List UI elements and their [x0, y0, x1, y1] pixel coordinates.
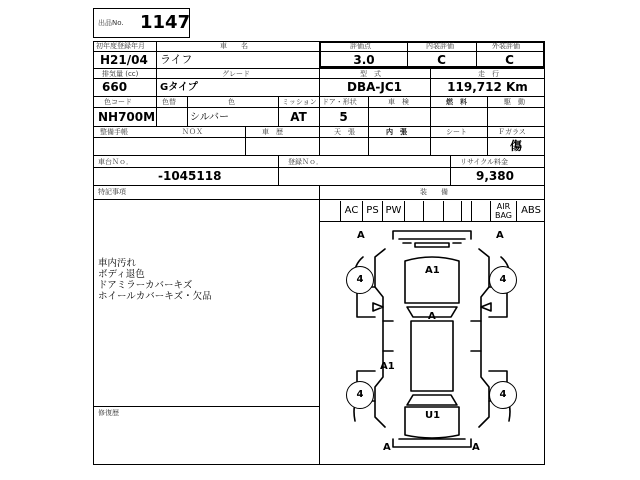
chassis-number: -1045118 — [158, 169, 222, 183]
equipment-item — [471, 201, 490, 221]
car-history-label: 車 歴 — [262, 128, 283, 136]
notes-label: 特記事項 — [98, 188, 126, 196]
interior-rating: C — [437, 53, 446, 67]
color-change-label: 色替 — [162, 98, 176, 106]
displacement-label: 排気量 (cc) — [102, 70, 139, 78]
color-label: 色 — [228, 98, 235, 106]
note-line: ホイールカバーキズ・欠品 — [98, 291, 212, 302]
registration-number-label: 登録Ｎｏ． — [288, 158, 323, 166]
mileage-value: 119,712 Km — [447, 80, 528, 94]
lot-number: 1147 — [140, 12, 191, 33]
note-line: ドアミラーカバーキズ — [98, 280, 193, 291]
car-name-label: 車 名 — [220, 42, 248, 50]
rear-left-grade: A — [383, 442, 391, 453]
exterior-rating: C — [505, 53, 514, 67]
front-glass-label: Ｆガラス — [498, 128, 526, 136]
nox-label: ＮＯＸ — [182, 128, 203, 136]
front-left-wheel-grade: 4 — [346, 266, 374, 294]
service-book-label: 整備手帳 — [100, 128, 128, 136]
interior-rating-label: 内装評価 — [426, 42, 454, 50]
equipment-item — [423, 201, 443, 221]
color-code-value: NH700M — [98, 110, 156, 124]
seat-label: シート — [446, 128, 467, 136]
roof-grade: A — [428, 311, 436, 322]
doors-label: ドア・形状 — [322, 98, 357, 106]
model-value: DBA-JC1 — [347, 80, 402, 94]
note-line: ボディ退色 — [98, 269, 145, 280]
recycle-fee-label: リサイクル料金 — [460, 158, 509, 166]
ceiling-label: 天 張 — [334, 128, 355, 136]
equipment-item: PW — [382, 201, 404, 221]
recycle-fee: 9,380 — [476, 169, 514, 183]
color-code-label: 色コード — [104, 98, 132, 106]
equipment-item — [404, 201, 423, 221]
drive-label: 駆 動 — [504, 98, 525, 106]
grade-label: グレード — [222, 70, 250, 78]
lot-number-label: 出品No. — [98, 19, 124, 27]
mileage-label: 走 行 — [478, 70, 499, 78]
rear-left-wheel-grade: 4 — [346, 381, 374, 409]
rear-right-wheel-grade: 4 — [489, 381, 517, 409]
front-right-grade: A — [496, 230, 504, 241]
lot-number-box — [93, 8, 190, 38]
car-name: ライフ — [160, 53, 193, 66]
year-label: 初年度登録年月 — [96, 42, 145, 50]
equipment-item: ABS — [516, 201, 545, 221]
trunk-grade: U1 — [425, 410, 441, 421]
inspection-label: 車 検 — [388, 98, 409, 106]
color-value: シルバー — [190, 112, 230, 123]
equipment-item — [319, 201, 340, 221]
score-label: 評価点 — [350, 42, 371, 50]
rear-right-grade: A — [472, 442, 480, 453]
hood-grade: A1 — [425, 265, 440, 276]
score-value: 3.0 — [353, 53, 375, 67]
first-registration: H21/04 — [100, 53, 148, 67]
front-glass-value: 傷 — [509, 139, 522, 153]
equipment-item: AIR BAG — [490, 201, 516, 221]
exterior-rating-label: 外装評価 — [492, 42, 520, 50]
model-label: 型 式 — [360, 70, 381, 78]
fuel-label: 燃 料 — [446, 98, 467, 106]
transmission-label: ミッション — [282, 98, 317, 106]
grade-value: Gタイプ — [160, 82, 198, 93]
equipment-item — [461, 201, 471, 221]
doors-value: 5 — [339, 110, 348, 124]
note-line: 車内汚れ — [98, 258, 137, 269]
displacement-value: 660 — [102, 80, 128, 94]
equipment-item: PS — [362, 201, 382, 221]
transmission-value: AT — [290, 110, 307, 124]
car-diagram — [319, 221, 545, 465]
chassis-number-label: 車台Ｎｏ． — [98, 158, 133, 166]
left-door-grade: A1 — [380, 361, 395, 372]
front-right-wheel-grade: 4 — [489, 266, 517, 294]
equipment-item: AC — [340, 201, 362, 221]
interior-trim-label: 内 張 — [386, 128, 407, 136]
front-left-grade: A — [357, 230, 365, 241]
equipment-label: 装 備 — [420, 188, 448, 196]
equipment-item — [443, 201, 461, 221]
repair-history-label: 修復歴 — [98, 409, 119, 417]
